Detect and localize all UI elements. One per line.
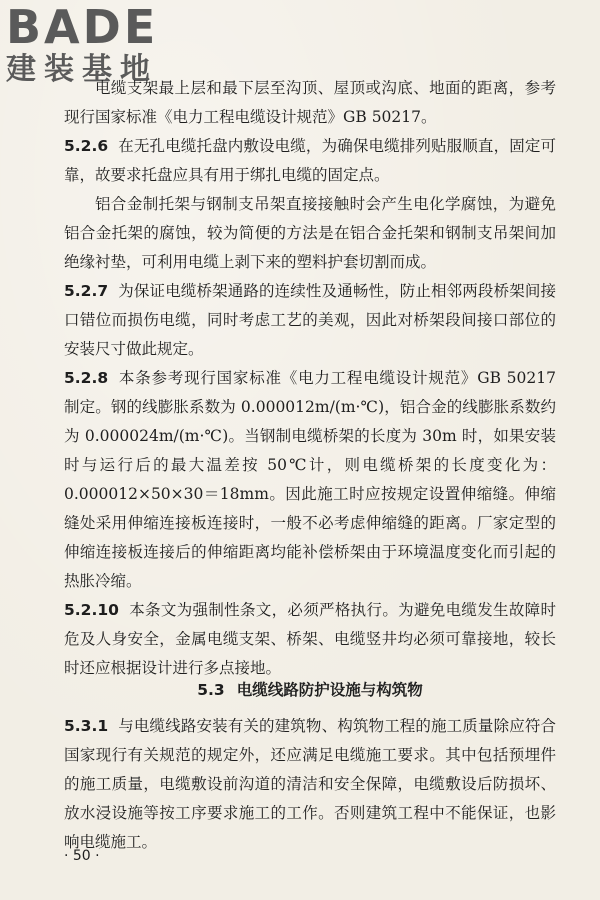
- clause-number: 5.2.10: [64, 601, 119, 619]
- section-title: 电缆线路防护设施与构筑物: [236, 681, 423, 699]
- clause-5-2-6: [64, 132, 556, 190]
- clause-5-2-8: [64, 364, 556, 596]
- clause-text: 为保证电缆桥架通路的连续性及通畅性，防止相邻两段桥架间接口错位而损伤电缆，同时考虑工艺的美观，因此对桥架段间接口部位的安装尺寸做此规定。: [64, 282, 556, 358]
- clause-number: 5.2.6: [64, 137, 109, 155]
- clause-text: 本条参考现行国家标准《电力工程电缆设计规范》GB 50217 制定。钢的线膨胀系数为 0.000012m/(m·℃)，铝合金的线膨胀系数约为 0.000024m/(m·℃)。当钢制电缆桥架的长度为 30m 时，如果安装时与运行后的最大温差按 50℃计，则电缆桥架的长度变化为：0.000012×50×30＝18mm。因此施工时应按规定设置伸缩缝。伸缩缝处采用伸缩连接板连接时，一般不必考虑伸缩缝的距离。厂家定型的伸缩连接板连接后的伸缩距离均能补偿桥架由于环境温度变化而引起的热胀冷缩。: [64, 369, 556, 590]
- body-text-section: [64, 712, 556, 857]
- paragraph-continued: 电缆支架最上层和最下层至沟顶、屋顶或沟底、地面的距离，参考现行国家标准《电力工程电缆设计规范》GB 50217。: [64, 79, 556, 126]
- page-number: · 50 ·: [64, 848, 100, 864]
- clause-text: 本条文为强制性条文，必须严格执行。为避免电缆发生故障时危及人身安全，金属电缆支架、桥架、电缆竖井均必须可靠接地，较长时还应根据设计进行多点接地。: [64, 601, 556, 677]
- logo-word: BADE: [6, 0, 159, 54]
- logo-subtitle: 建装基地: [6, 52, 158, 87]
- clause-5-2-7: [64, 277, 556, 364]
- clause-5-3-1: [64, 712, 556, 857]
- clause-5-2-10: [64, 596, 556, 683]
- section-number: 5.3: [197, 681, 225, 699]
- clause-text: 在无孔电缆托盘内敷设电缆，为确保电缆排列贴服顺直，固定可靠，故要求托盘应具有用于绑扎电缆的固定点。: [64, 137, 556, 184]
- paragraph-aluminium: 铝合金制托架与钢制支吊架直接接触时会产生电化学腐蚀，为避免铝合金托架的腐蚀，较为简便的方法是在铝合金托架和钢制支吊架间加绝缘衬垫，可利用电缆上剥下来的塑料护套切割而成。: [64, 195, 556, 271]
- body-text-top: [64, 74, 556, 683]
- clause-number: 5.3.1: [64, 717, 109, 735]
- section-heading: [64, 676, 556, 705]
- clause-text: 与电缆线路安装有关的建筑物、构筑物工程的施工质量除应符合国家现行有关规范的规定外，还应满足电缆施工要求。其中包括预埋件的施工质量，电缆敷设前沟道的清洁和安全保障，电缆敷设后防损坏、放水浸设施等按工序要求施工的工作。否则建筑工程中不能保证，也影响电缆施工。: [64, 717, 556, 851]
- clause-number: 5.2.8: [64, 369, 109, 387]
- clause-number: 5.2.7: [64, 282, 109, 300]
